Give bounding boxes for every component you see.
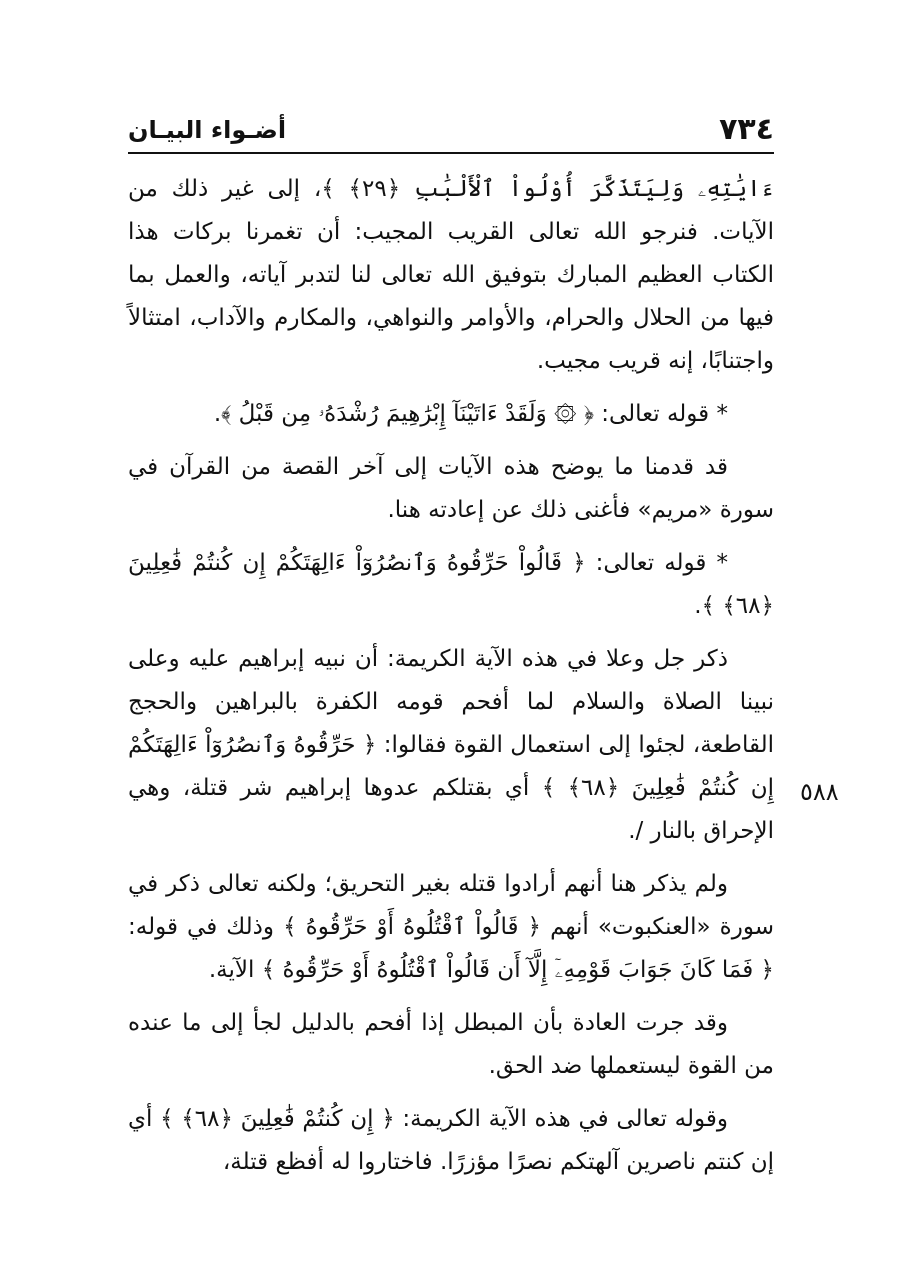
page-header — [128, 110, 774, 150]
page-number: ٧٣٤ — [719, 112, 774, 147]
margin-page-reference: ٥٨٨ — [800, 778, 839, 806]
verse-heading: * قوله تعالى: ﴿ قَالُواْ حَرِّقُوهُ وَٱنصُرُوٓاْ ءَالِهَتَكُمْ إِن كُنتُمْ فَٰعِلِينَ ﴿٦٨﴾ ﴾. — [128, 550, 774, 619]
paragraph: قد قدمنا ما يوضح هذه الآيات إلى آخر القصة من القرآن في سورة «مريم» فأغنى ذلك عن إعادته هنا. — [128, 454, 774, 523]
paragraph: وقد جرت العادة بأن المبطل إذا أفحم بالدليل لجأ إلى ما عنده من القوة ليستعملها ضد الحق. — [128, 1010, 774, 1079]
running-title: أضـواء البيـان — [128, 116, 287, 144]
paragraph: ذكر جل وعلا في هذه الآية الكريمة: أن نبيه إبراهيم عليه وعلى نبينا الصلاة والسلام لما أفحم قومه الكفرة بالبراهين والحجج القاطعة، لجئوا إلى استعمال القوة فقالوا: ﴿ حَرِّقُوهُ وَٱنصُرُوٓاْ ءَالِهَتَكُمْ إِن كُنتُمْ فَٰعِلِينَ ﴿٦٨﴾ ﴾ أي بقتلكم عدوها إبراهيم شر قتلة، وهي الإحراق بالنار /. — [128, 646, 774, 844]
header-divider — [128, 152, 774, 154]
quran-verse: ءَايَٰتِهِۦ وَلِيَتَذَكَّرَ أُوْلُواْ ٱلْأَلْبَٰبِ ﴿٢٩﴾ ﴾ — [321, 176, 775, 202]
paragraph: ولم يذكر هنا أنهم أرادوا قتله بغير التحريق؛ ولكنه تعالى ذكر في سورة «العنكبوت» أنهم ﴿ قَالُواْ ٱقْتُلُوهُ أَوْ حَرِّقُوهُ ﴾ وذلك في قوله: ﴿ فَمَا كَانَ جَوَابَ قَوْمِهِۦٓ إِلَّآ أَن قَالُواْ ٱقْتُلُوهُ أَوْ حَرِّقُوهُ ﴾ الآية. — [128, 871, 774, 983]
paragraph: وقوله تعالى في هذه الآية الكريمة: ﴿ إِن كُنتُمْ فَٰعِلِينَ ﴿٦٨﴾ ﴾ أي إن كنتم ناصرين آلهتكم نصرًا مؤزرًا. فاختاروا له أفظع قتلة، — [128, 1106, 774, 1175]
paragraph-text: ، إلى غير ذلك من الآيات. فنرجو الله تعالى القريب المجيب: أن تغمرنا بركات هذا الكتاب العظيم المبارك بتوفيق الله تعالى لنا لتدبر آياته، والعمل بما فيها من الحلال والحرام، والأوامر والنواهي، والمكارم والآداب، امتثالاً واجتنابًا، إنه قريب مجيب. — [128, 176, 774, 374]
paragraph-continuation — [128, 168, 774, 383]
page-body — [128, 168, 774, 1184]
verse-heading: * قوله تعالى: ﴿ ۞ وَلَقَدْ ءَاتَيْنَآ إِبْرَٰهِيمَ رُشْدَهُۥ مِن قَبْلُ ﴾. — [213, 401, 728, 427]
